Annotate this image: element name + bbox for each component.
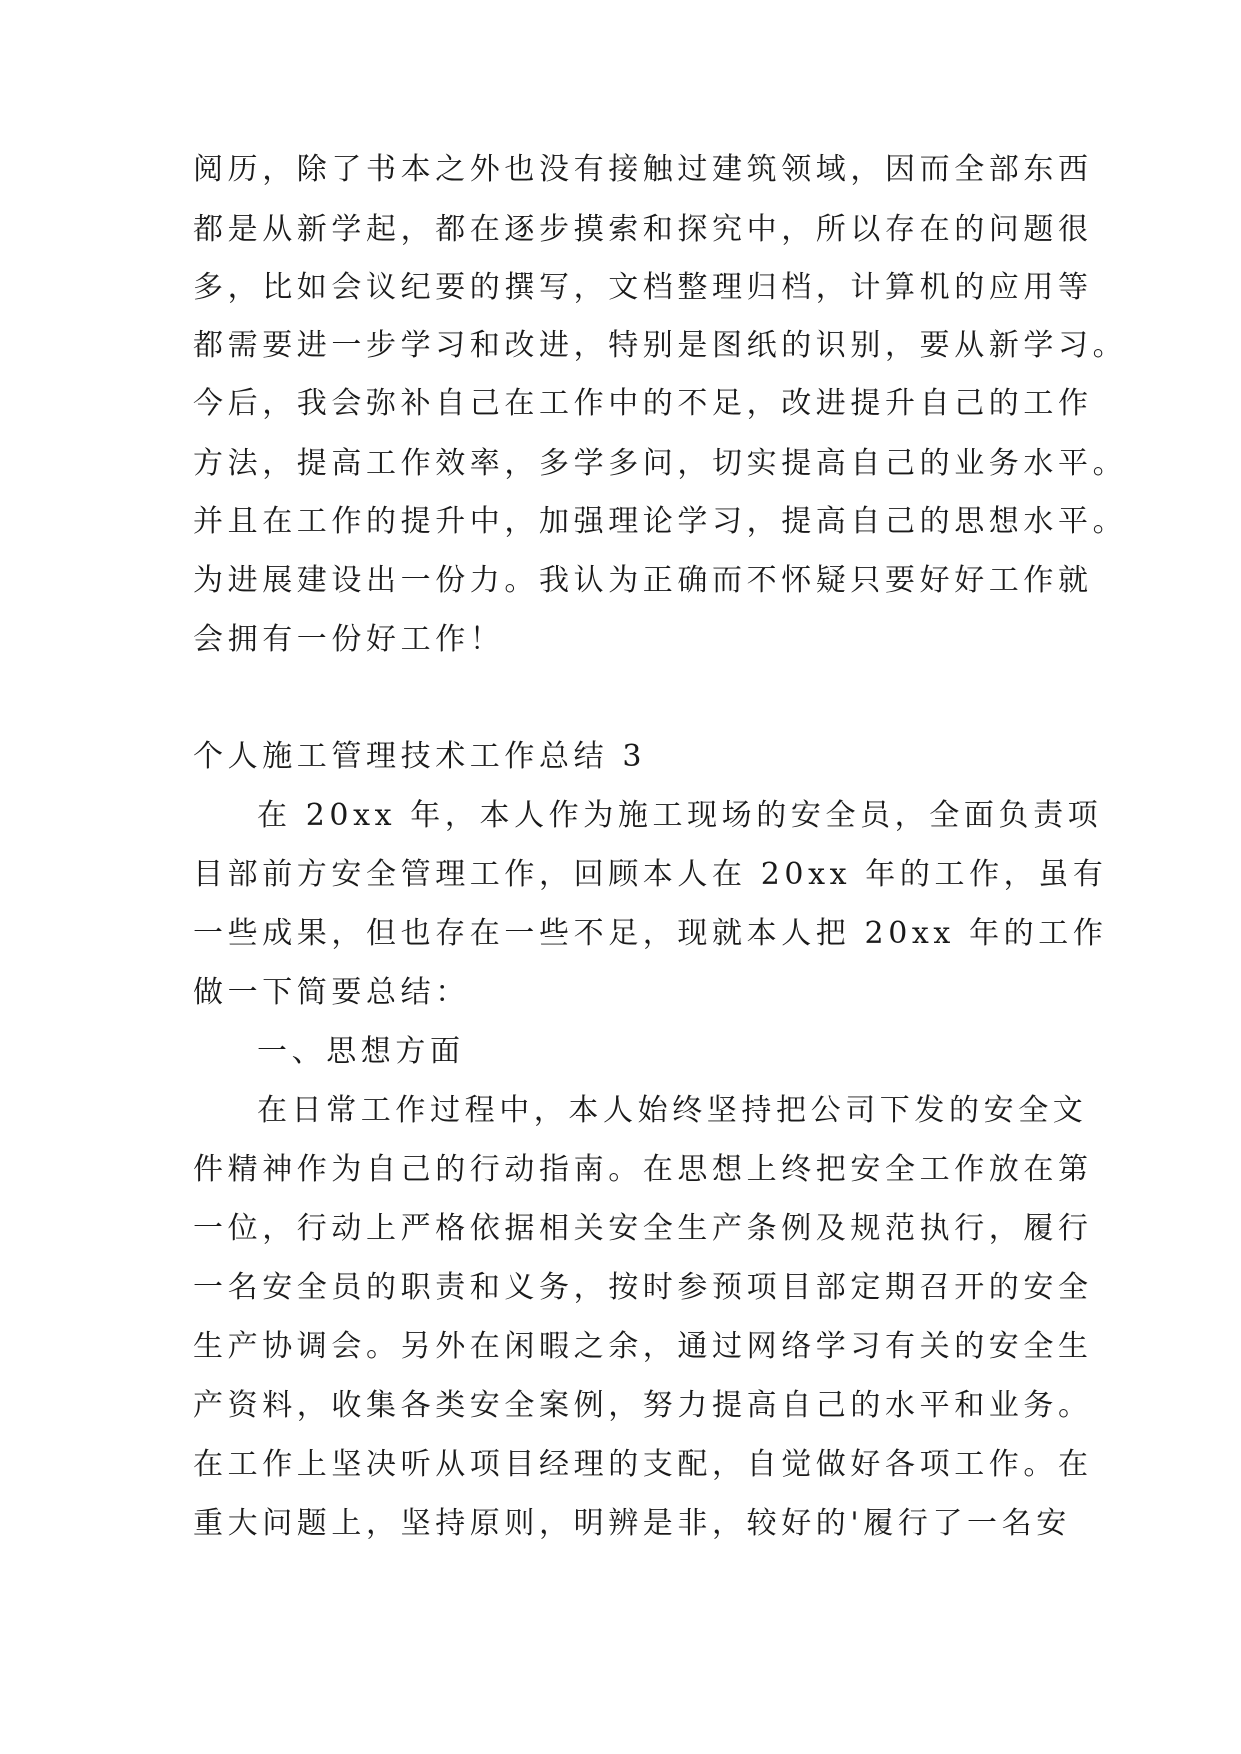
section-heading: 个人施工管理技术工作总结 3: [193, 739, 647, 774]
paragraph-line: 多，比如会议纪要的撰写，文档整理归档，计算机的应用等: [193, 270, 1093, 305]
paragraph-line: 会拥有一份好工作！: [193, 622, 505, 657]
paragraph-line: 做一下简要总结：: [193, 975, 470, 1010]
paragraph-line: 方法，提高工作效率，多学多问，切实提高自己的业务水平。: [193, 446, 1128, 481]
paragraph-line: 产资料，收集各类安全案例，努力提高自己的水平和业务。: [193, 1388, 1093, 1423]
paragraph-line: 一名安全员的职责和义务，按时参预项目部定期召开的安全: [193, 1270, 1093, 1305]
paragraph-line: 一些成果，但也存在一些不足，现就本人把 20xx 年的工作: [193, 916, 1108, 951]
paragraph-line: 一位，行动上严格依据相关安全生产条例及规范执行，履行: [193, 1211, 1093, 1246]
paragraph-line: 为进展建设出一份力。我认为正确而不怀疑只要好好工作就: [193, 563, 1093, 598]
paragraph-line: 并且在工作的提升中，加强理论学习，提高自己的思想水平。: [193, 504, 1128, 539]
paragraph-line: 阅历，除了书本之外也没有接触过建筑领域，因而全部东西: [193, 152, 1093, 187]
paragraph-line: 在日常工作过程中，本人始终坚持把公司下发的安全文: [257, 1093, 1088, 1128]
paragraph-line: 在 20xx 年，本人作为施工现场的安全员，全面负责项: [257, 798, 1103, 833]
paragraph-line: 件精神作为自己的行动指南。在思想上终把安全工作放在第: [193, 1152, 1093, 1187]
paragraph-line: 目部前方安全管理工作，回顾本人在 20xx 年的工作，虽有: [193, 857, 1108, 892]
paragraph-line: 都需要进一步学习和改进，特别是图纸的识别，要从新学习。: [193, 328, 1128, 363]
paragraph-line: 今后，我会弥补自己在工作中的不足，改进提升自己的工作: [193, 386, 1093, 421]
paragraph-line: 生产协调会。另外在闲暇之余，通过网络学习有关的安全生: [193, 1329, 1093, 1364]
paragraph-line: 都是从新学起，都在逐步摸索和探究中，所以存在的问题很: [193, 212, 1093, 247]
paragraph-line: 在工作上坚决听从项目经理的支配，自觉做好各项工作。在: [193, 1447, 1093, 1482]
paragraph-line: 重大问题上，坚持原则，明辨是非，较好的'履行了一名安: [193, 1506, 1071, 1541]
subsection-heading: 一、思想方面: [257, 1034, 465, 1069]
